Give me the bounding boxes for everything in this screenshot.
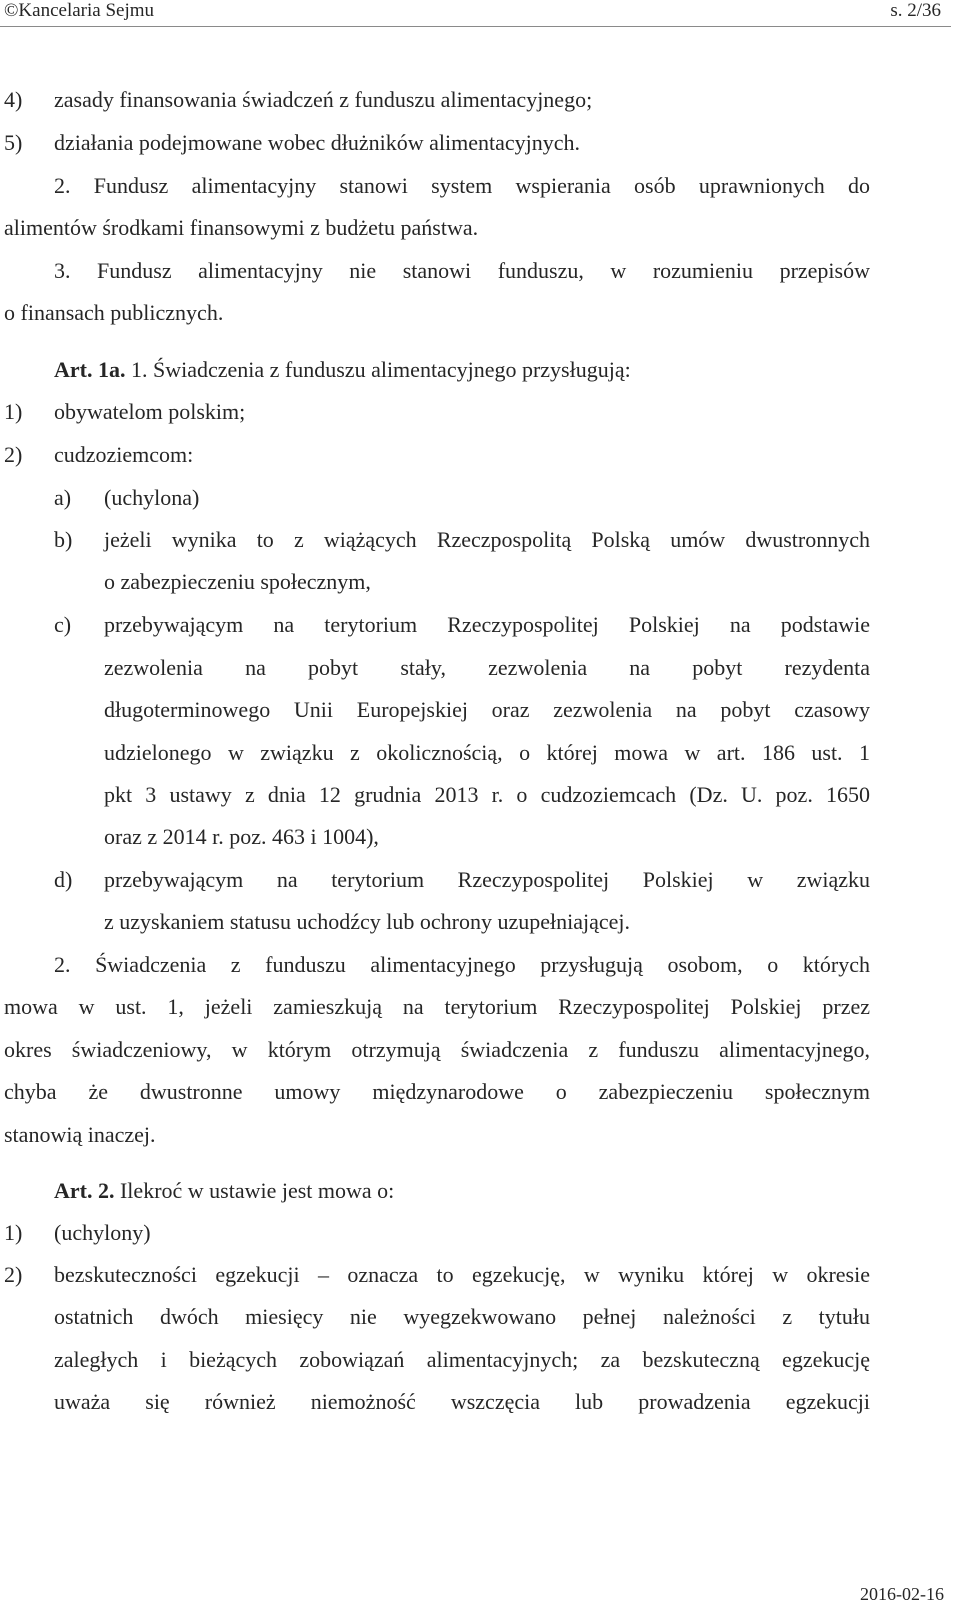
list-number: 1) [4,399,23,424]
header-page-number: s. 2/36 [890,0,941,21]
list-item-text: zasady finansowania świadczeń z funduszu alimentacyjnego; [54,87,593,112]
list-number: 4) [4,87,23,112]
paragraph-line: o finansach publicznych. [4,300,224,325]
list-number: 2) [4,1262,23,1287]
letter-item-text: (uchylona) [104,485,200,510]
list-item-text: (uchylony) [54,1220,151,1245]
letter-item-text: jeżeli wynika to z wiążących Rzeczpospolitą Polską umów dwustronnych [104,527,870,552]
letter-item-text: przebywającym na terytorium Rzeczypospolitej Polskiej na podstawie [104,612,870,637]
paragraph-line: mowa w ust. 1, jeżeli zamieszkują na terytorium Rzeczypospolitej Polskiej przez [4,994,870,1019]
list-item-text: zaległych i bieżących zobowiązań alimentacyjnych; za bezskuteczną egzekucję [54,1347,870,1372]
list-item-text: obywatelom polskim; [54,399,246,424]
article-intro: Ilekroć w ustawie jest mowa o: [119,1178,395,1203]
paragraph-line: alimentów środkami finansowymi z budżetu państwa. [4,215,479,240]
article-2-heading [54,1177,394,1205]
paragraph-line: 2. Świadczenia z funduszu alimentacyjnego przysługują osobom, o których [54,952,870,977]
list-number: 1) [4,1220,23,1245]
paragraph-line: stanowią inaczej. [4,1122,156,1147]
article-1a-heading [54,356,631,384]
letter-marker: d) [54,867,73,892]
letter-item-text: długoterminowego Unii Europejskiej oraz zezwolenia na pobyt czasowy [104,697,870,722]
list-item-text: uważa się również niemożność wszczęcia lub prowadzenia egzekucji [54,1389,870,1414]
paragraph-line: okres świadczeniowy, w którym otrzymują świadczenia z funduszu alimentacyjnego, [4,1037,870,1062]
page-header [0,0,951,27]
paragraph-line: chyba że dwustronne umowy międzynarodowe o zabezpieczeniu społecznym [4,1079,870,1104]
list-number: 5) [4,130,23,155]
letter-item-text: zezwolenia na pobyt stały, zezwolenia na pobyt rezydenta [104,655,870,680]
letter-marker: a) [54,485,72,510]
paragraph-line: 2. Fundusz alimentacyjny stanowi system wspierania osób uprawnionych do [54,173,870,198]
letter-item-text: przebywającym na terytorium Rzeczypospolitej Polskiej w związku [104,867,870,892]
letter-item-text: pkt 3 ustawy z dnia 12 grudnia 2013 r. o cudzoziemcach (Dz. U. poz. 1650 [104,782,870,807]
footer-date: 2016-02-16 [860,1584,944,1604]
letter-item-text: oraz z 2014 r. poz. 463 i 1004), [104,824,379,849]
article-title: Art. 1a. [54,357,126,382]
list-item-text: cudzoziemcom: [54,442,194,467]
paragraph-line: 3. Fundusz alimentacyjny nie stanowi funduszu, w rozumieniu przepisów [54,258,870,283]
letter-marker: c) [54,612,72,637]
list-item-text: ostatnich dwóch miesięcy nie wyegzekwowano pełnej należności z tytułu [54,1304,870,1329]
letter-item-text: udzielonego w związku z okolicznością, o której mowa w art. 186 ust. 1 [104,740,870,765]
list-item-text: bezskuteczności egzekucji – oznacza to egzekucję, w wyniku której w okresie [54,1262,870,1287]
header-source: ©Kancelaria Sejmu [4,0,155,21]
letter-item-text: z uzyskaniem statusu uchodźcy lub ochrony uzupełniającej. [104,909,630,934]
list-item-text: działania podejmowane wobec dłużników alimentacyjnych. [54,130,580,155]
article-title: Art. 2. [54,1178,115,1203]
letter-item-text: o zabezpieczeniu społecznym, [104,569,371,594]
article-intro: 1. Świadczenia z funduszu alimentacyjnego przysługują: [130,357,631,382]
letter-marker: b) [54,527,73,552]
list-number: 2) [4,442,23,467]
